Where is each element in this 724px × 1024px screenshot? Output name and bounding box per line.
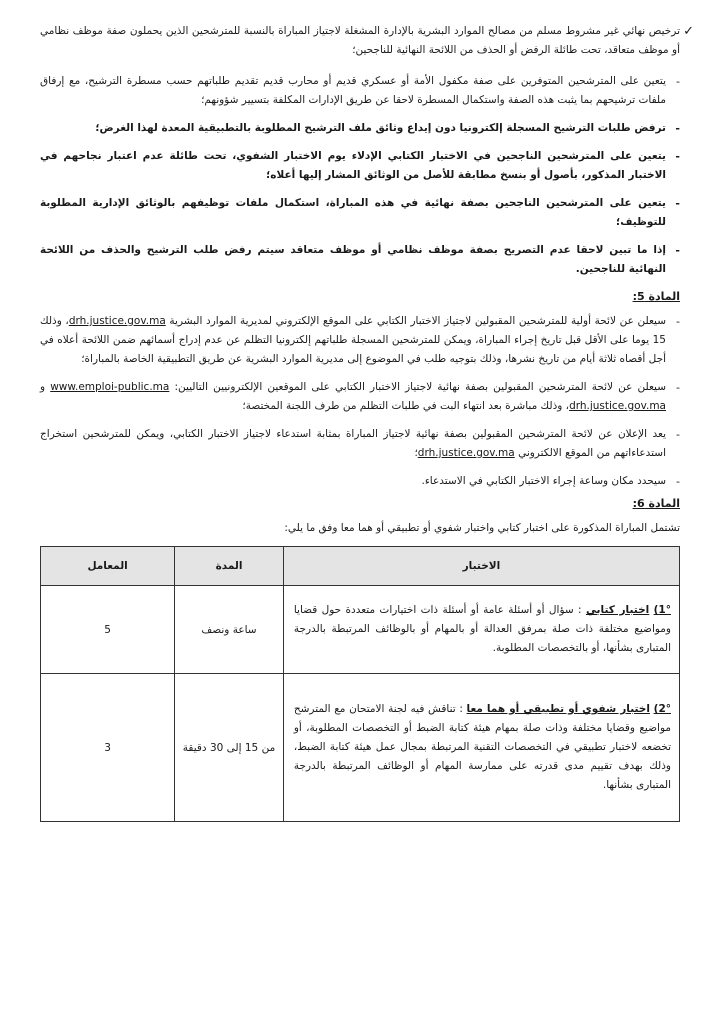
header-duration: المدة: [175, 547, 284, 586]
dash-bullet: -: [676, 75, 680, 88]
intro-paragraph: [40, 22, 694, 60]
drh-link[interactable]: drh.justice.gov.ma: [68, 315, 166, 327]
list-item: [40, 119, 680, 138]
item-text: يتعين على المترشحين الناجحين بصفة نهائية في هذه المباراة، استكمال ملفات توظيفهم بالوثائق الإدارية المطلوبة للتوظيف؛: [40, 197, 666, 228]
exam-number: 2°): [653, 703, 671, 715]
dash-bullet: -: [675, 197, 680, 210]
exam-duration: ساعة ونصف: [175, 586, 284, 674]
exam-label: اختبار كتابي: [585, 604, 650, 616]
item-text: يتعين على المترشحين الناجحين في الاختبار الكتابي الإدلاء يوم الاختبار الشفوي، تحت طائلة عدم اعتبار نجاحهم في الاختبار المذكور، بأصول أو بنسخ مطابقة للأصل من الوثائق المشار إليها أعلاه؛: [40, 150, 666, 181]
exam-coefficient: 3: [41, 674, 175, 822]
table-row: [41, 586, 680, 674]
drh-link[interactable]: drh.justice.gov.ma: [417, 447, 515, 459]
table-row: [41, 674, 680, 822]
item-text-part: سيعلن عن لائحة المترشحين المقبولين بصفة نهائية لاجتياز الاختبار الكتابي على الموقعين الإلكترونيين التاليين:: [174, 381, 666, 393]
item-text-part: يعد الإعلان عن لائحة المترشحين المقبولين بصفة نهائية لاجتياز المباراة بمثابة استدعاء لاجتياز الاختبار الكتابي، ويمكن للمترشحين استخراج استدعاءاتهم من الموقع الالكتروني: [40, 428, 666, 459]
header-exam: الاختبار: [283, 547, 679, 586]
dash-bullet: -: [675, 122, 680, 135]
article-5-heading: المادة 5:: [632, 290, 680, 303]
exam-text: : تناقش فيه لجنة الامتحان مع المترشح مواضيع وقضايا مختلفة وذات صلة بمهام هيئة كتابة الضبط أو التخصصات المطلوبة، أو تخضعه لاختبار تطبيقي في التخصصات التقنية المرتبطة بمجال عمل هيئة كتابة الضبط، وذلك بهدف تقييم مدى قدرته على ممارسة المهام أو الوظائف المرتبطة بالدرجة المتبارى بشأنها.: [293, 703, 671, 791]
header-coefficient: المعامل: [41, 547, 175, 586]
exam-description: [283, 586, 679, 674]
exams-table: [40, 546, 680, 822]
item-text-part: سيعلن عن لائحة أولية للمترشحين المقبولين لاجتياز الاختبار الكتابي على الموقع الإلكتروني لمديرية الموارد البشرية: [169, 315, 666, 327]
item-text-part: ؛: [414, 447, 418, 459]
list-item: [40, 147, 680, 185]
list-item: [40, 472, 680, 491]
item-text: إذا ما تبين لاحقا عدم التصريح بصفة موظف نظامي أو موظف متعاقد سيتم رفض طلب الترشيح والحذف من اللائحة النهائية للناجحين.: [40, 244, 666, 275]
dash-bullet: -: [676, 315, 680, 328]
exam-description: [283, 674, 679, 822]
item-text-part: ، وذلك 15 يوما على الأقل قبل تاريخ إجراء المباراة، ويمكن للمترشحين المسجلة طلباتهم إلكترونيا التظلم عن عدم إدراج أسمائهم ضمن اللائحة أعلاه في أجل أقصاه ثلاثة أيام من تاريخ نشرها، وذلك بتوجيه طلب في الموضوع إلى مديرية الموارد البشرية عن طريق التطبيقية الخاصة بالمباراة؛: [40, 315, 666, 365]
item-text: يتعين على المترشحين المتوفرين على صفة مكفول الأمة أو عسكري قديم أو محارب قديم تقديم طلباتهم حسب مسطرة الترشيح، مع إرفاق ملفات ترشيحهم بما يثبت هذه الصفة واستكمال المسطرة لاحقا عن طريق الإدارات المكلفة بتسيير شؤونهم؛: [40, 75, 666, 106]
article-6-intro: تشتمل المباراة المذكورة على اختبار كتابي واختبار شفوي أو تطبيقي أو هما معا وفق ما يلي:: [284, 522, 680, 534]
list-item: [40, 378, 680, 416]
exam-text: : سؤال أو أسئلة عامة أو أسئلة ذات اختيارات متعددة حول قضايا ومواضيع مختلفة ذات صلة بمرفق العدالة أو بالمهام أو بالوظائف المرتبطة بالدرجة المتبارى بشأنها، أو بالتخصصات المطلوبة.: [293, 604, 671, 654]
exam-label: اختبار شفوي أو تطبيقي أو هما معا: [466, 703, 650, 715]
exam-coefficient: 5: [41, 586, 175, 674]
checkmark-icon: ✓: [683, 24, 694, 39]
dash-bullet: -: [676, 428, 680, 441]
dash-bullet: -: [676, 475, 680, 488]
item-text: [40, 425, 666, 463]
drh-link[interactable]: drh.justice.gov.ma: [569, 400, 666, 412]
list-item: [40, 312, 680, 369]
exam-duration: من 15 إلى 30 دقيقة: [175, 674, 284, 822]
exam-number: 1°): [653, 604, 671, 616]
emploi-public-link[interactable]: www.emploi-public.ma: [50, 381, 170, 393]
conjunction: و: [40, 381, 51, 393]
item-text: ترفض طلبات الترشيح المسجلة إلكترونيا دون إيداع وثائق ملف الترشيح المطلوبة بالتطبيقية المعدة لهذا الغرض؛: [95, 122, 666, 134]
item-text: [40, 378, 666, 416]
dash-bullet: -: [675, 150, 680, 163]
article-6-heading: المادة 6:: [632, 497, 680, 510]
list-item: [40, 72, 680, 110]
table-header-row: [41, 547, 680, 586]
item-text: [40, 312, 666, 369]
list-item: [40, 425, 680, 463]
item-text: سيحدد مكان وساعة إجراء الاختبار الكتابي في الاستدعاء.: [421, 475, 666, 487]
dash-bullet: -: [676, 381, 680, 394]
list-item: [40, 194, 680, 232]
list-item: [40, 241, 680, 279]
item-text-part: ، وذلك مباشرة بعد انتهاء البت في طلبات التظلم من طرف اللجنة المختصة؛: [242, 400, 570, 412]
intro-text: ترخيص نهائي غير مشروط مسلم من مصالح الموارد البشرية بالإدارة المشغلة لاجتياز المباراة بالنسبة للمترشحين الذين يحملون صفة موظف نظامي أو موظف متعاقد، تحت طائلة الرفض أو الحذف من اللائحة النهائية للناجحين؛: [40, 25, 680, 56]
dash-bullet: -: [675, 244, 680, 257]
